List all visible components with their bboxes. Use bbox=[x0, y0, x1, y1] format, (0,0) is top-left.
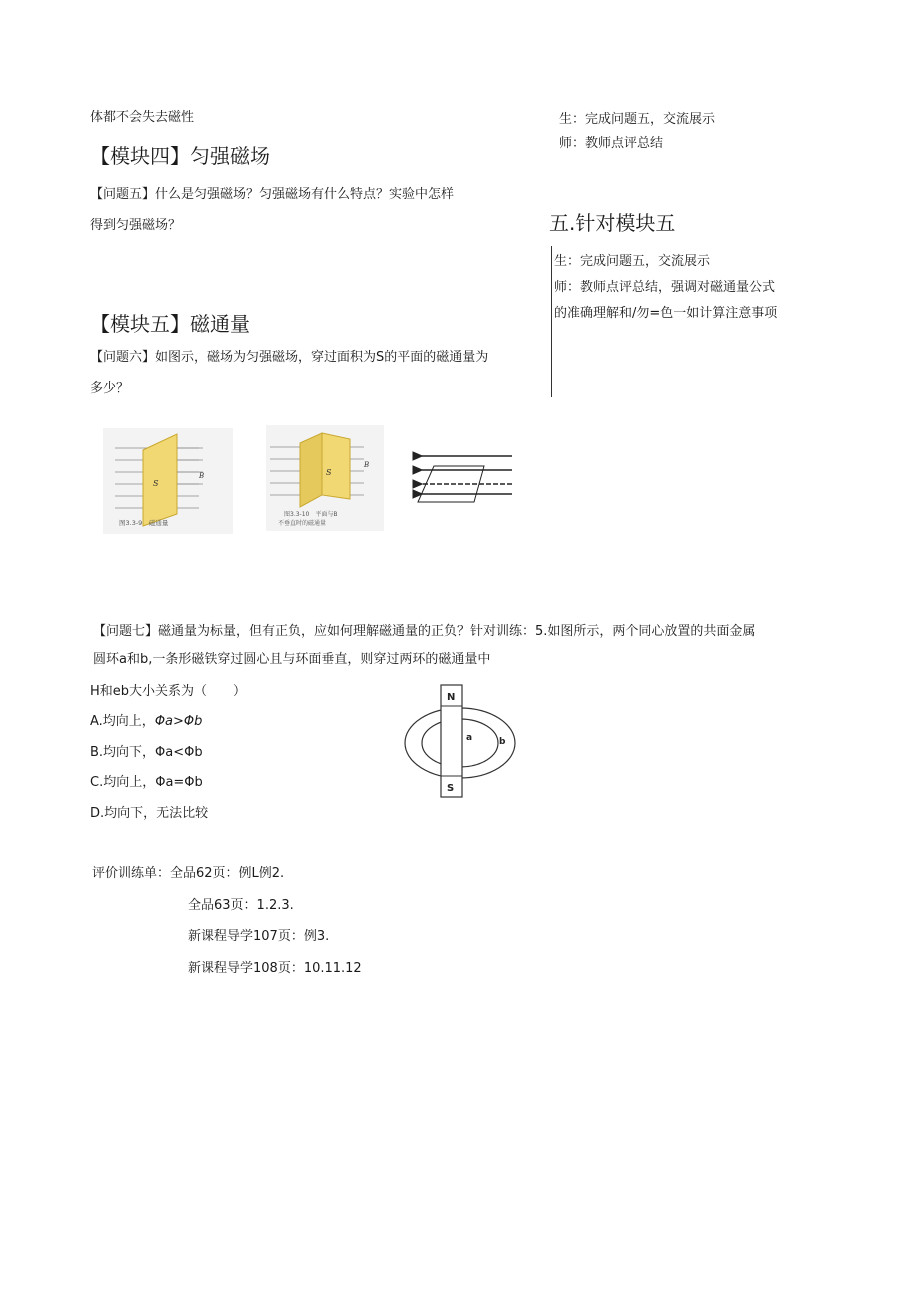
option-a-formula: Φa>Φb bbox=[154, 714, 203, 729]
question5-line2: 得到匀强磁场？ bbox=[90, 218, 182, 233]
option-a bbox=[90, 710, 202, 729]
magnet-N-label: N bbox=[447, 692, 456, 703]
figure-magnet-rings bbox=[402, 684, 522, 800]
question7-line2: 圆环a和b,一条形磁铁穿过圆心且与环面垂直，则穿过两环的磁通量中 bbox=[93, 652, 491, 667]
fig2-caption-line1: 图3.3-10 平面与B bbox=[284, 511, 338, 518]
module4-title: 【模块四】匀强磁场 bbox=[90, 144, 270, 168]
option-c-formula: Φa=Φb bbox=[155, 775, 203, 790]
module5-title: 【模块五】磁通量 bbox=[90, 312, 250, 336]
question5-line1: 【问题五】什么是匀强磁场？匀强磁场有什么特点？实验中怎样 bbox=[90, 187, 455, 202]
section5-line2: 师：教师点评总结，强调对磁通量公式 bbox=[554, 280, 776, 295]
fig2-B-label: B bbox=[364, 461, 370, 469]
fig1-caption: 图3.3-9 磁通量 bbox=[119, 519, 169, 527]
right-top-line1: 生：完成问题五，交流展示 bbox=[559, 112, 716, 127]
fig2-caption-line2: 不垂直时的磁通量 bbox=[278, 520, 327, 527]
section5-title: 五.针对模块五 bbox=[549, 211, 676, 235]
evaluation-line2: 全品63页：1.2.3. bbox=[188, 898, 294, 913]
figure-flux-tilted bbox=[266, 425, 384, 531]
figure-field-through-plane bbox=[404, 448, 518, 512]
evaluation-line1: 评价训练单：全品62页：例L例2. bbox=[92, 866, 285, 881]
question6-line2: 多少？ bbox=[90, 381, 130, 396]
ring-b-label: b bbox=[499, 737, 506, 747]
question7-line1: 【问题七】磁通量为标量，但有正负，应如何理解磁通量的正负？针对训练：5.如图所示，两个同心放置的共面金属 bbox=[93, 624, 756, 639]
option-b: B.均向下，Φa<Φb bbox=[90, 745, 203, 760]
question6-line1: 【问题六】如图示，磁场为匀强磁场，穿过面积为S的平面的磁通量为 bbox=[90, 350, 489, 365]
evaluation-line3: 新课程导学107页：例3. bbox=[188, 929, 330, 944]
fig1-S-label: S bbox=[153, 479, 159, 488]
right-top-line2: 师：教师点评总结 bbox=[559, 136, 664, 151]
fig1-B-label: B bbox=[199, 472, 205, 480]
magnet-S-label: S bbox=[447, 783, 455, 794]
column-divider bbox=[551, 246, 552, 397]
option-a-text: A.均向上， bbox=[90, 714, 155, 729]
option-c bbox=[90, 771, 203, 790]
option-c-text: C.均向上， bbox=[90, 775, 156, 790]
option-d: D.均向下，无法比较 bbox=[90, 806, 209, 821]
section5-line3: 的准确理解和/勿=色一如计算注意事项 bbox=[554, 306, 778, 321]
fig2-S-label: S bbox=[326, 468, 332, 477]
evaluation-line4: 新课程导学108页：10.11.12 bbox=[188, 961, 362, 976]
ring-a-label: a bbox=[466, 733, 473, 743]
question7-stem: H和eb大小关系为（ ） bbox=[90, 684, 247, 699]
figure-flux-perpendicular bbox=[103, 428, 233, 534]
continued-text: 体都不会失去磁性 bbox=[90, 110, 195, 125]
section5-line1: 生：完成问题五，交流展示 bbox=[554, 254, 711, 269]
